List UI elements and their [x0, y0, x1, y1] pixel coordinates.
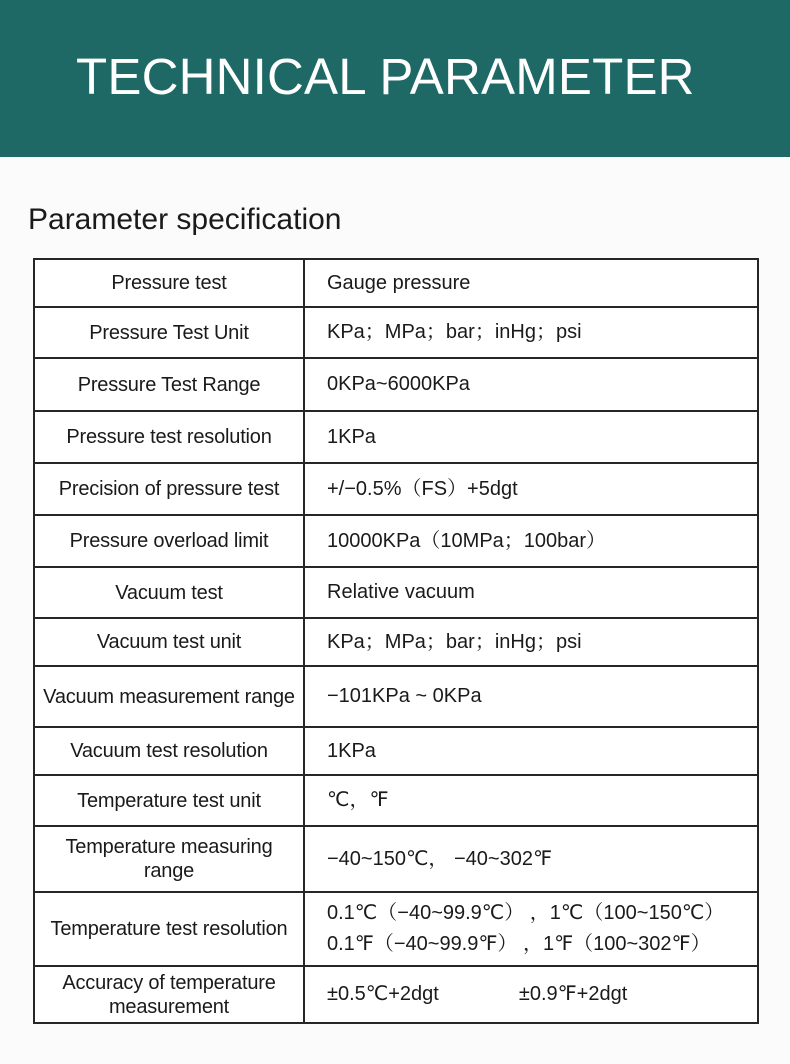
table-row: [34, 259, 758, 307]
row-label: Vacuum test resolution: [34, 727, 304, 775]
table-row: [34, 666, 758, 727]
value-line: 1KPa: [327, 739, 376, 762]
table-row: [34, 966, 758, 1023]
table-row: [34, 567, 758, 618]
row-label: Vacuum test: [34, 567, 304, 618]
row-label: Temperature test resolution: [34, 892, 304, 966]
value-line: 0.1℃（−40~99.9℃） ，1℃（100~150℃）: [327, 902, 725, 924]
row-value: [304, 463, 758, 515]
value-fahrenheit: ±0.9℉+2dgt: [518, 983, 628, 1005]
table-row: [34, 515, 758, 567]
value-line: 10000KPa（10MPa；100bar）: [327, 529, 607, 552]
value-line: +/−0.5%（FS）+5dgt: [327, 477, 518, 500]
value-line: Gauge pressure: [327, 271, 471, 294]
row-value: [304, 826, 758, 892]
value-line: −40~150℃， −40~302℉: [327, 847, 552, 870]
table-row: [34, 307, 758, 358]
table-row: [34, 618, 758, 666]
value-line: 1KPa: [327, 425, 376, 448]
table-row: [34, 826, 758, 892]
row-value: [304, 567, 758, 618]
table-row: [34, 892, 758, 966]
row-value: [304, 358, 758, 411]
row-label: Pressure test: [34, 259, 304, 307]
row-value: [304, 515, 758, 567]
value-line: Relative vacuum: [327, 581, 475, 603]
row-value: [304, 618, 758, 666]
row-value: [304, 307, 758, 358]
row-label: Temperature test unit: [34, 775, 304, 826]
table-row: [34, 358, 758, 411]
value-celsius: ±0.5℃+2dgt: [327, 983, 439, 1005]
row-label: Pressure overload limit: [34, 515, 304, 567]
table-row: [34, 411, 758, 463]
table-row: [34, 775, 758, 826]
row-value: [304, 666, 758, 727]
value-line: KPa；MPa；bar；inHg；psi: [327, 630, 582, 653]
value-line: KPa；MPa；bar；inHg；psi: [327, 321, 582, 343]
value-line: ℃，℉: [327, 789, 389, 811]
row-label: Pressure Test Range: [34, 358, 304, 411]
table-row: [34, 727, 758, 775]
parameter-table: [33, 258, 759, 1024]
row-value: [304, 775, 758, 826]
row-label: Vacuum test unit: [34, 618, 304, 666]
row-value: [304, 259, 758, 307]
banner-title: TECHNICAL PARAMETER: [76, 48, 695, 105]
value-line: 0KPa~6000KPa: [327, 373, 470, 395]
row-value: [304, 966, 758, 1023]
value-line: −101KPa ~ 0KPa: [327, 685, 482, 707]
row-value: [304, 411, 758, 463]
row-label: Accuracy of temperature measurement: [34, 966, 304, 1023]
row-value: [304, 727, 758, 775]
header-banner: [0, 0, 790, 157]
row-label: Temperature measuring range: [34, 826, 304, 892]
row-label: Vacuum measurement range: [34, 666, 304, 727]
section-title: Parameter specification: [28, 203, 342, 236]
table-row: [34, 463, 758, 515]
row-label: Precision of pressure test: [34, 463, 304, 515]
row-label: Pressure Test Unit: [34, 307, 304, 358]
row-value: [304, 892, 758, 966]
row-label: Pressure test resolution: [34, 411, 304, 463]
value-line: 0.1℉（−40~99.9℉） ，1℉（100~302℉）: [327, 933, 711, 955]
